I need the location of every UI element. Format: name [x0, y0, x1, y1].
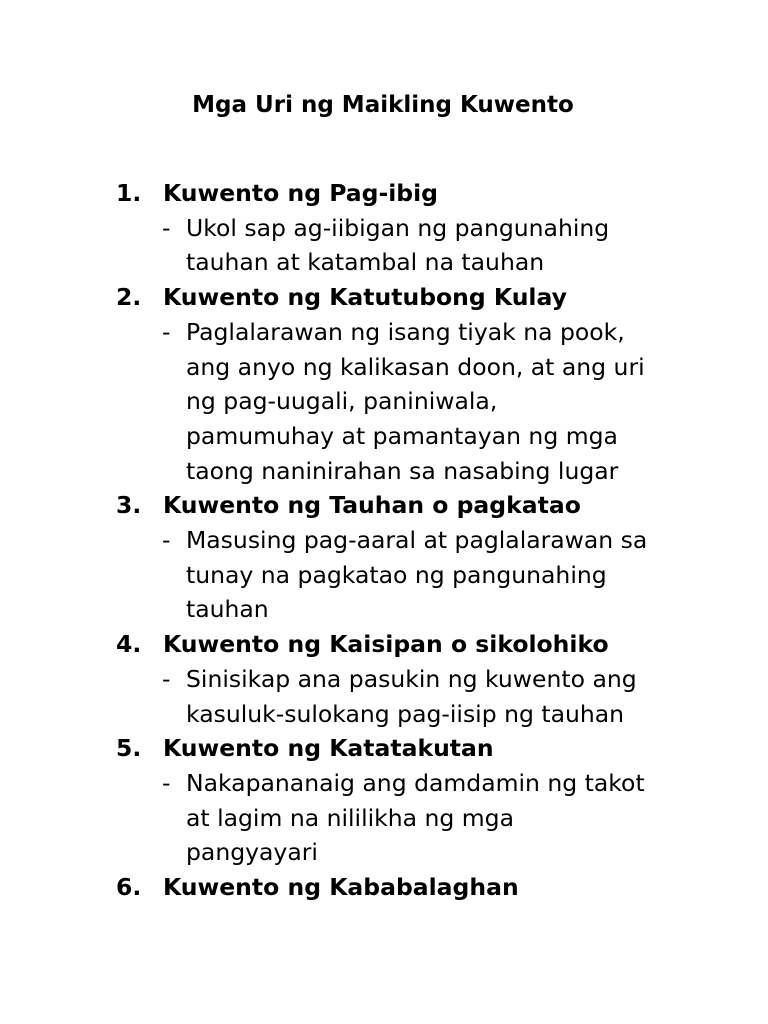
list-item [116, 280, 716, 488]
item-heading [116, 627, 716, 662]
description-line: Sinisikap ana pasukin ng kuwento ang [186, 664, 637, 693]
item-number: 2. [116, 283, 142, 312]
description-line: tauhan [186, 595, 269, 624]
description-line: pangyayari [186, 838, 318, 867]
item-title: Kuwento ng Katatakutan [163, 734, 494, 763]
description-line: Nakapananaig ang damdamin ng takot [186, 768, 645, 797]
description-text [186, 523, 696, 627]
list-item [116, 176, 716, 280]
item-title: Kuwento ng Tauhan o pagkatao [163, 491, 581, 520]
story-types-list [116, 176, 716, 905]
item-number: 4. [116, 630, 142, 659]
description-line: kasuluk-sulokang pag-iisip ng tauhan [186, 699, 625, 728]
item-title: Kuwento ng Kaisipan o sikolohiko [163, 630, 609, 659]
item-description [116, 662, 716, 731]
item-description [116, 523, 716, 627]
item-description [116, 315, 716, 489]
item-title: Kuwento ng Kababalaghan [163, 873, 519, 902]
description-line: Masusing pag-aaral at paglalarawan sa [186, 526, 648, 555]
list-item [116, 870, 716, 905]
description-line: Paglalarawan ng isang tiyak na pook, [186, 317, 625, 346]
list-item [116, 731, 716, 870]
item-heading [116, 176, 716, 211]
bullet-dash: - [162, 213, 171, 242]
item-heading [116, 870, 716, 905]
description-line: ng pag-uugali, paniniwala, [186, 387, 498, 416]
item-heading [116, 280, 716, 315]
item-number: 3. [116, 491, 142, 520]
item-heading [116, 731, 716, 766]
item-number: 6. [116, 873, 142, 902]
item-heading [116, 488, 716, 523]
description-line: at lagim na nililikha ng mga [186, 803, 514, 832]
bullet-dash: - [162, 768, 171, 797]
description-line: tunay na pagkatao ng pangunahing [186, 560, 607, 589]
item-description [116, 211, 716, 280]
description-line: Ukol sap ag-iibigan ng pangunahing [186, 213, 610, 242]
item-description [116, 766, 716, 870]
description-text [186, 211, 696, 280]
description-text [186, 315, 696, 489]
bullet-dash: - [162, 664, 171, 693]
description-line: pamumuhay at pamantayan ng mga [186, 421, 618, 450]
item-number: 5. [116, 734, 142, 763]
bullet-dash: - [162, 317, 171, 346]
description-line: ang anyo ng kalikasan doon, at ang uri [186, 352, 645, 381]
document-title: Mga Uri ng Maikling Kuwento [192, 92, 574, 118]
item-title: Kuwento ng Katutubong Kulay [163, 283, 567, 312]
description-line: tauhan at katambal na tauhan [186, 248, 545, 277]
description-line: taong naninirahan sa nasabing lugar [186, 456, 619, 485]
list-item [116, 627, 716, 731]
bullet-dash: - [162, 526, 171, 555]
item-number: 1. [116, 179, 142, 207]
item-title: Kuwento ng Pag-ibig [163, 179, 438, 207]
description-text [186, 662, 696, 731]
description-text [186, 766, 696, 870]
list-item [116, 488, 716, 627]
